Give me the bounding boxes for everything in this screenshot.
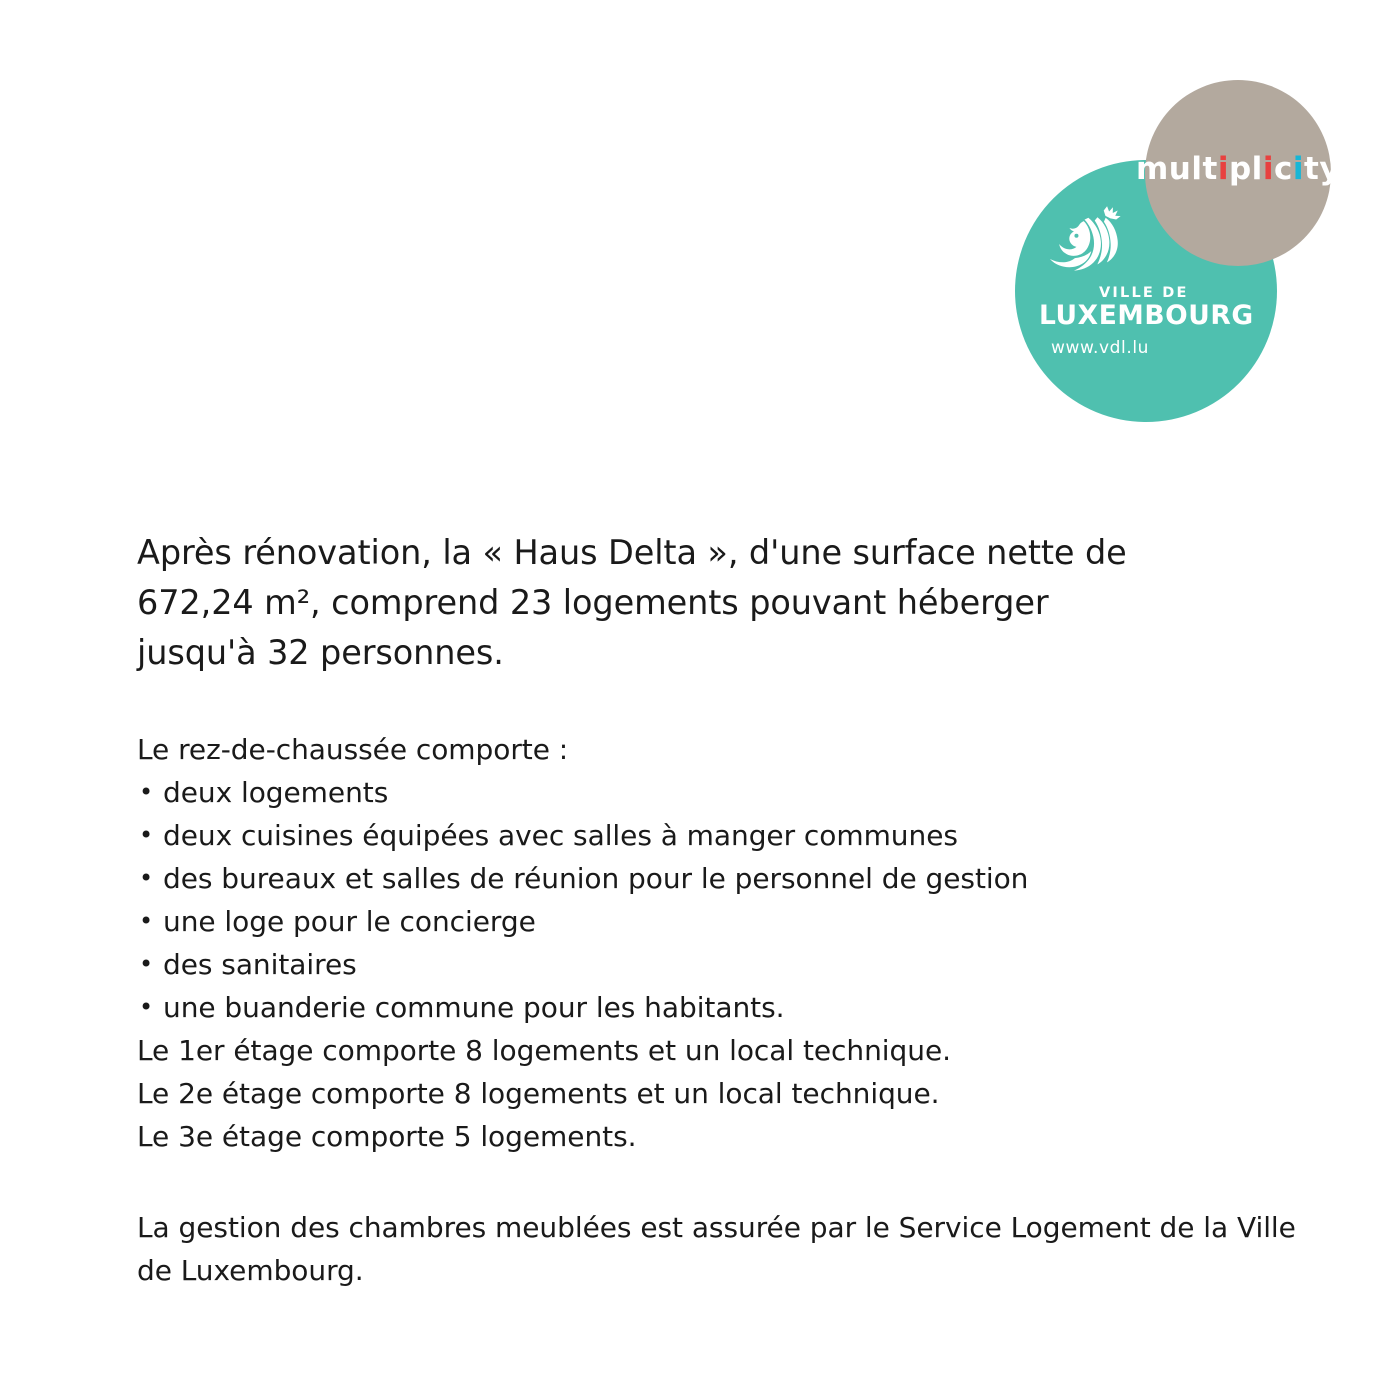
vdl-luxembourg: LUXEMBOURG	[1039, 300, 1254, 332]
list-item: • des bureaux et salles de réunion pour le personnel de gestion	[137, 857, 1317, 900]
floor-line: Le 2e étage comporte 8 logements et un local technique.	[137, 1077, 940, 1110]
logo-lockup	[1000, 70, 1350, 440]
brand-letter-6: l	[1251, 151, 1263, 187]
brand-letter-4: i	[1217, 151, 1229, 187]
brand-letter-8: c	[1273, 151, 1293, 187]
brand-letter-10: t	[1303, 151, 1320, 187]
closing-section	[137, 1206, 1297, 1292]
multiplicity-wordmark	[1135, 80, 1341, 266]
brand-letter-9: i	[1292, 151, 1304, 187]
list-item: • des sanitaires	[137, 943, 1317, 986]
closing-paragraph: La gestion des chambres meublées est assurée par le Service Logement de la Ville de Luxembourg.	[137, 1211, 1296, 1287]
list-item: • deux logements	[137, 771, 1317, 814]
brand-letter-1: u	[1168, 151, 1192, 187]
list-item: • une loge pour le concierge	[137, 900, 1317, 943]
ground-floor-heading: Le rez-de-chaussée comporte :	[137, 733, 569, 766]
floor-line: Le 1er étage comporte 8 logements et un local technique.	[137, 1034, 951, 1067]
multiplicity-word-letters	[1135, 151, 1341, 187]
brand-letter-11: y	[1319, 151, 1341, 187]
brand-letter-7: i	[1262, 151, 1274, 187]
brand-letter-3: t	[1202, 151, 1218, 187]
ground-floor-section	[137, 728, 1317, 1029]
floor-line: Le 3e étage comporte 5 logements.	[137, 1120, 637, 1153]
vdl-website-url: www.vdl.lu	[1051, 337, 1150, 358]
list-item: • une buanderie commune pour les habitants.	[137, 986, 1317, 1029]
ground-floor-list	[137, 771, 1317, 1029]
article-body	[137, 528, 1317, 1292]
lede-paragraph: Après rénovation, la « Haus Delta », d'une surface nette de 672,24 m², comprend 23 logements pouvant héberger jusqu'à 32 personnes.	[137, 533, 1127, 672]
list-item: • deux cuisines équipées avec salles à manger communes	[137, 814, 1317, 857]
brand-letter-0: m	[1135, 151, 1169, 187]
brand-letter-5: p	[1228, 151, 1252, 187]
vdl-ville-de: VILLE DE	[1099, 285, 1189, 301]
floors-section	[137, 1029, 1317, 1158]
brand-letter-2: l	[1191, 151, 1203, 187]
